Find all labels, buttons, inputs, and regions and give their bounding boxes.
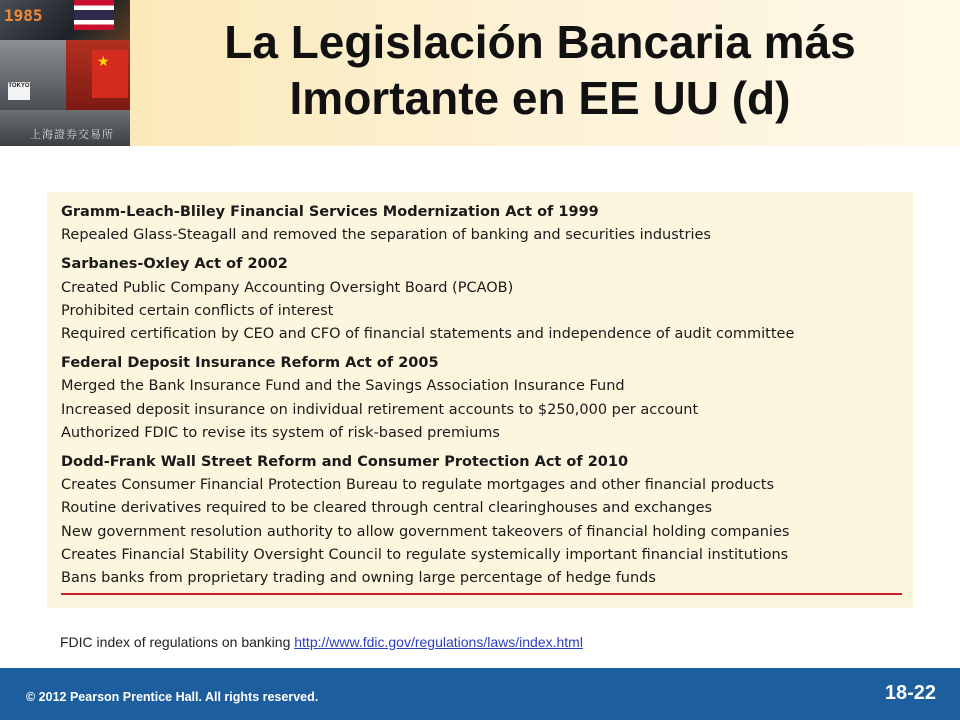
act-heading: Gramm-Leach-Bliley Financial Services Modernization Act of 1999 xyxy=(61,204,599,220)
copyright-notice: © 2012 Pearson Prentice Hall. All rights reserved. xyxy=(26,690,319,704)
act-heading: Dodd-Frank Wall Street Reform and Consumer Protection Act of 2010 xyxy=(61,454,629,471)
ticker-digits: 1985 xyxy=(4,6,43,25)
legislation-list xyxy=(61,201,901,590)
act-provision: Prohibited certain conflicts of interest xyxy=(61,302,334,319)
act-heading: Federal Deposit Insurance Reform Act of 2005 xyxy=(61,355,439,372)
act-provision: Increased deposit insurance on individual retirement accounts to $250,000 per account xyxy=(61,401,699,418)
footnote xyxy=(60,634,583,650)
table-bottom-rule xyxy=(61,593,902,595)
act-provision: Authorized FDIC to revise its system of risk-based premiums xyxy=(61,424,500,441)
shanghai-exchange-caption: 上海證券交易所 xyxy=(30,129,114,141)
act-heading: Sarbanes-Oxley Act of 2002 xyxy=(61,256,288,273)
act-provision: Creates Consumer Financial Protection Bureau to regulate mortgages and other financial products xyxy=(61,477,774,494)
act-provision: New government resolution authority to allow government takeovers of financial holding companies xyxy=(61,523,790,540)
shanghai-exchange-photo xyxy=(0,110,130,146)
header-photo-collage xyxy=(0,0,130,146)
slide-title-line-2: Imortante en EE UU (d) xyxy=(289,72,791,124)
china-flag-icon xyxy=(92,50,128,98)
act-provision: Required certification by CEO and CFO of financial statements and independence of audit committee xyxy=(61,326,795,343)
page-number: 18-22 xyxy=(884,682,936,704)
act-provision: Repealed Glass-Steagall and removed the separation of banking and securities industries xyxy=(61,227,711,244)
slide-header xyxy=(0,0,960,146)
thai-flag-icon xyxy=(74,0,114,30)
act-provision: Merged the Bank Insurance Fund and the Savings Association Insurance Fund xyxy=(61,378,625,395)
act-provision: Creates Financial Stability Oversight Council to regulate systemically important financial institutions xyxy=(61,546,789,563)
footnote-text: FDIC index of regulations on banking xyxy=(60,634,295,650)
act-provision: Bans banks from proprietary trading and owning large percentage of hedge funds xyxy=(61,570,656,587)
slide-title-line-1: La Legislación Bancaria más xyxy=(224,16,856,68)
fdic-regulations-link[interactable]: http://www.fdic.gov/regulations/laws/index.html xyxy=(294,634,583,650)
slide-footer xyxy=(0,668,960,720)
legislation-table xyxy=(47,192,913,608)
slide-title xyxy=(140,14,940,126)
act-provision: Created Public Company Accounting Oversight Board (PCAOB) xyxy=(61,279,514,296)
act-provision: Routine derivatives required to be cleared through central clearinghouses and exchanges xyxy=(61,500,713,517)
tokyo-sign: TOKYO xyxy=(8,82,30,100)
